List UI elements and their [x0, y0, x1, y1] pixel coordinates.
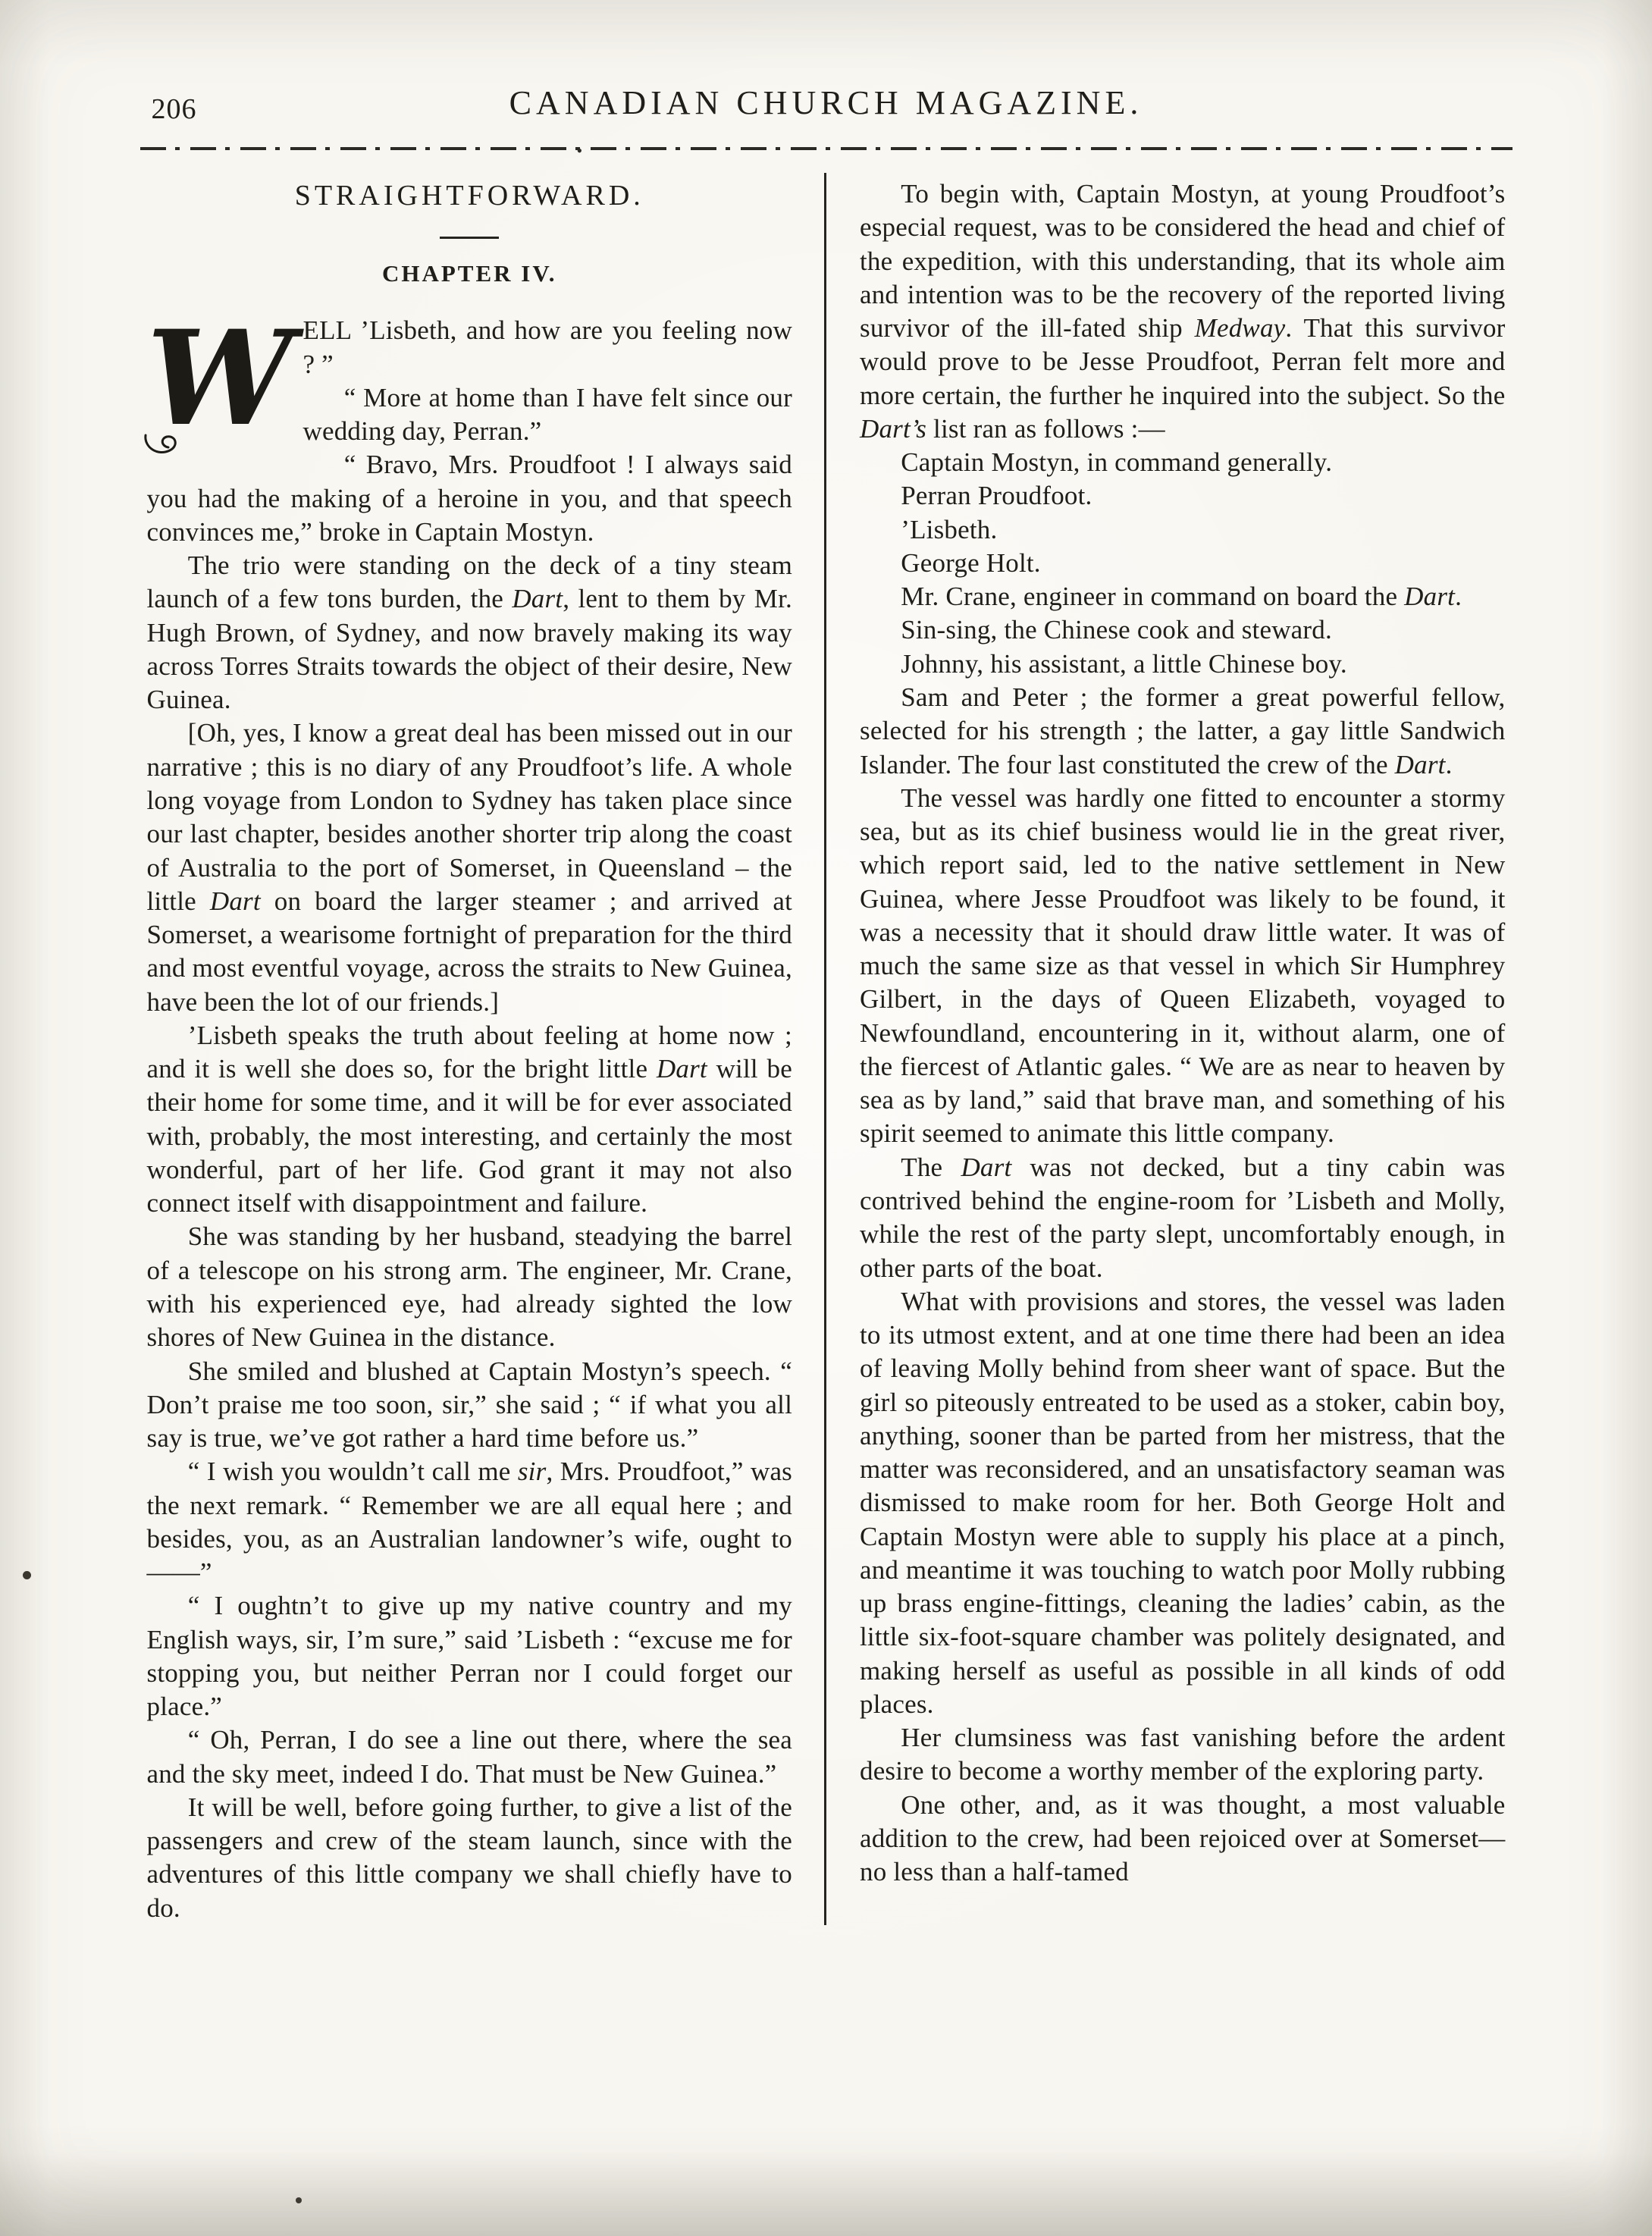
header-rule	[140, 141, 1513, 160]
drop-cap-letter: W	[146, 301, 293, 456]
paragraph: George Holt.	[901, 547, 1041, 578]
ink-speck	[296, 2197, 302, 2203]
scan-shadow	[0, 2153, 1652, 2236]
paragraph: Johnny, his assistant, a little Chinese boy.	[901, 648, 1347, 679]
paragraph: Mr. Crane, engineer in command on board the Dart.	[901, 582, 1462, 612]
paragraph: She smiled and blushed at Captain Mostyn’s speech. “ Don’t praise me too soon, sir,” she said ; “ if what you all say is true, we’ve got rather a hard time before us.”	[146, 1356, 792, 1454]
paragraph: She was standing by her husband, steadying the barrel of a telescope on his strong arm. The engineer, Mr. Crane, with his experienced eye, had already sighted the low shores of New Guinea in the distance.	[146, 1221, 792, 1353]
paragraph: To begin with, Captain Mostyn, at young Proudfoot’s especial request, was to be considered the head and chief of the expedition, with this understanding, that its whole aim and intention was to be the recovery of the reported living survivor of the ill-fated ship Medway. That this survivor would prove to be Jesse Proudfoot, Perran felt more and more certain, the further he inquired into the subject. So the Dart’s list ran as follows :—	[860, 179, 1506, 444]
paragraph: Her clumsiness was fast vanishing before the ardent desire to become a worthy member of the exploring party.	[860, 1723, 1506, 1786]
ink-speck	[23, 1571, 31, 1579]
paragraph: ELL ’Lisbeth, and how are you feeling now ? ”	[303, 315, 792, 379]
paragraph: One other, and, as it was thought, a most valuable addition to the crew, had been rejoiced over at Somerset—no less than a half-tamed	[860, 1789, 1506, 1887]
text-columns	[147, 173, 1506, 1925]
paragraph: “ More at home than I have felt since our wedding day, Perran.”	[303, 382, 792, 447]
magazine-title: CANADIAN CHURCH MAGAZINE.	[509, 84, 1143, 121]
paragraph: Sin-sing, the Chinese cook and steward.	[901, 615, 1332, 645]
page-number: 206	[151, 93, 197, 125]
paragraph: Perran Proudfoot.	[901, 481, 1092, 511]
printer-ornament: •	[576, 141, 583, 160]
drop-cap-flourish	[143, 428, 196, 458]
paragraph: Captain Mostyn, in command generally.	[901, 447, 1333, 478]
title-rule	[440, 237, 499, 239]
paragraph: Sam and Peter ; the former a great powerful fellow, selected for his strength ; the latter, a gay little Sandwich Islander. The four last constituted the crew of the Dart.	[860, 682, 1506, 779]
paragraph: It will be well, before going further, to give a list of the passengers and crew of the steam launch, since with the adventures of this little company we shall chiefly have to do.	[146, 1792, 792, 1923]
paragraph: “ I oughtn’t to give up my native country and my English ways, sir, I’m sure,” said ’Lisbeth : “excuse me for stopping you, but neither Perran nor I could forget our place.”	[146, 1591, 792, 1722]
chapter-heading: CHAPTER IV.	[381, 260, 557, 287]
paragraph: The Dart was not decked, but a tiny cabin was contrived behind the engine-room for ’Lisbeth and Molly, while the rest of the party slept, uncomfortably enough, in other parts of the boat.	[860, 1152, 1506, 1283]
paragraph: “ Bravo, Mrs. Proudfoot ! I always said you had the making of a heroine in you, and that speech convinces me,” broke in Captain Mostyn.	[146, 450, 792, 547]
paragraph: “ Oh, Perran, I do see a line out there, where the sea and the sky meet, indeed I do. That must be New Guinea.”	[146, 1725, 792, 1789]
drop-cap-initial	[146, 301, 293, 456]
paragraph: The trio were standing on the deck of a tiny steam launch of a few tons burden, the Dart, lent to them by Mr. Hugh Brown, of Sydney, and now bravely making its way across Torres Straits towards the object of their desire, New Guinea.	[146, 550, 792, 715]
paragraph: The vessel was hardly one fitted to encounter a stormy sea, but as its chief business would lie in the great river, which report said, led to the native settlement in New Guinea, where Jesse Proudfoot was likely to be found, it was a necessity that it should draw little water. It was of much the same size as that vessel in which Sir Humphrey Gilbert, in the days of Queen Elizabeth, voyaged to Newfoundland, encountering in it, without alarm, one of the fiercest of Atlantic gales. “ We are as near to heaven by sea as by land,” said that brave man, and something of his spirit seemed to animate this little company.	[860, 782, 1506, 1149]
article-title: STRAIGHTFORWARD.	[294, 180, 644, 212]
left-column	[147, 173, 825, 1925]
right-paragraphs	[860, 177, 1506, 1889]
paragraph: “ I wish you wouldn’t call me sir, Mrs. Proudfoot,” was the next remark. “ Remember we are all equal here ; and besides, you, as an Australian landowner’s wife, ought to ——”	[146, 1457, 792, 1588]
paragraph: What with provisions and stores, the vessel was laden to its utmost extent, and at one time there had been an idea of leaving Molly behind from sheer want of space. But the girl so piteously entreated to be used as a stoker, cabin boy, anything, sooner than be parted from her mistress, that the matter was reconsidered, and an unsatisfactory seaman was dismissed to make room for her. Both George Holt and Captain Mostyn were able to supply his place at a pinch, and meantime it was touching to watch poor Molly rubbing up brass engine-fittings, cleaning the ladies’ cabin, as the little six-foot-square chamber was politely designated, and making herself as useful as possible in all kinds of odd places.	[860, 1286, 1506, 1719]
paragraph: ’Lisbeth.	[901, 514, 998, 544]
paragraph: [Oh, yes, I know a great deal has been missed out in our narrative ; this is no diary of any Proudfoot’s life. A whole long voyage from London to Sydney has taken place since our last chapter, besides another shorter trip along the coast of Australia to the port of Somerset, in Queensland – the little Dart on board the larger steamer ; and arrived at Somerset, a wearisome fortnight of preparation for the third and most eventful voyage, across the straits to New Guinea, have been the lot of our friends.]	[146, 718, 792, 1017]
paragraph: ’Lisbeth speaks the truth about feeling at home now ; and it is well she does so, for the bright little Dart will be their home for some time, and it will be for ever associated with, probably, the most interesting, and certainly the most wonderful, part of her life. God grant it may not also connect itself with disappointment and failure.	[146, 1020, 792, 1218]
right-column	[824, 173, 1506, 1925]
page-header	[144, 82, 1509, 136]
left-paragraphs	[146, 301, 793, 1925]
